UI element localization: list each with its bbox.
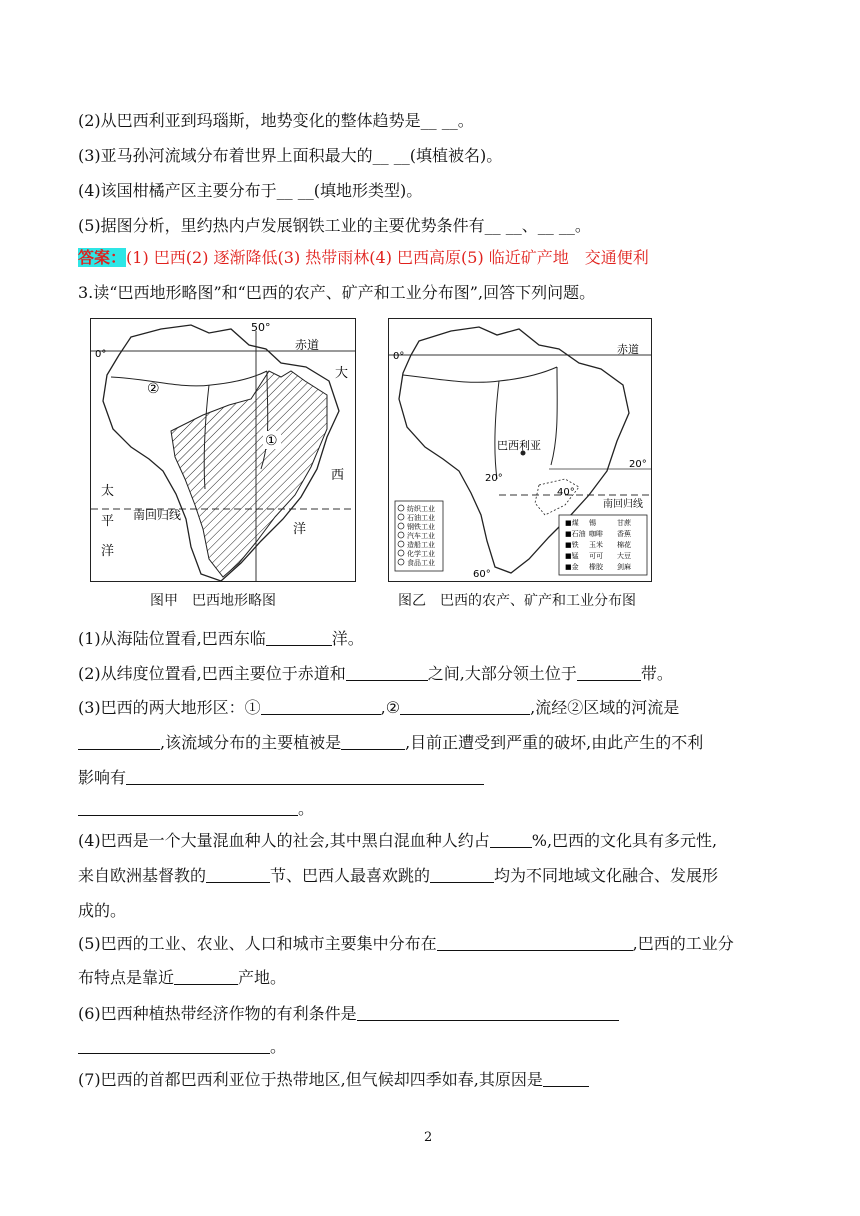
- legend-crop-item: 玉米: [589, 541, 603, 549]
- q3-1: [78, 628, 364, 650]
- legend-crop-item: 棉花: [617, 541, 631, 549]
- legend-industry-item: 石油工业: [407, 514, 435, 522]
- blank-q3-e[interactable]: [126, 768, 484, 785]
- q3-2-mid: 之间,大部分领土位于: [427, 664, 577, 683]
- legend-crop-item: 香蕉: [617, 530, 631, 538]
- answer-text: (1) 巴西(2) 逐渐降低(3) 热带雨林(4) 巴西高原(5) 临近矿产地 交通便利: [126, 248, 649, 267]
- q3-5: [78, 933, 734, 955]
- legend-crop-item: 橡胶: [589, 563, 603, 571]
- legend-resource-item: ■锰: [565, 552, 579, 560]
- blank-q6-b[interactable]: [78, 1037, 270, 1054]
- q3-3-b: ,②: [380, 698, 401, 717]
- q3-4-c: 来自欧洲基督教的: [78, 866, 207, 885]
- legend-industry-item: 食品工业: [407, 559, 435, 567]
- blank-q3-d[interactable]: [341, 733, 405, 750]
- region-2-marker: ②: [147, 381, 160, 397]
- blank-q7[interactable]: [543, 1070, 589, 1087]
- ocean-pacific-yang: 洋: [101, 544, 115, 559]
- blank-q1[interactable]: [266, 629, 332, 646]
- lat0-label-b: 0°: [393, 351, 405, 362]
- tropic-label: 南回归线: [133, 508, 182, 522]
- ocean-pacific-tai: 太: [101, 484, 115, 499]
- q3-4-line3: 成的。: [78, 901, 127, 920]
- legend-crop-item: 大豆: [617, 552, 631, 560]
- page-number: 2: [424, 1130, 433, 1145]
- blank-q3-b[interactable]: [400, 698, 530, 715]
- q3-4-line2: [78, 865, 718, 887]
- legend-resource-item: ■铁: [565, 541, 579, 549]
- map-b-caption: 图乙 巴西的农产、矿产和工业分布图: [398, 593, 636, 609]
- map-brazil-topography: [90, 318, 356, 582]
- legend-industry-item: 钢铁工业: [407, 523, 435, 531]
- q3-3-f: 影响有: [78, 768, 127, 787]
- q3-5-c: 布特点是靠近: [78, 968, 175, 987]
- equator-label-b: 赤道: [617, 343, 639, 356]
- q3-4: [78, 830, 717, 852]
- q3-6-end: 。: [270, 1037, 287, 1056]
- legend-resource-item: ■石油: [565, 530, 586, 538]
- q3-2: [78, 663, 673, 685]
- question-2-4: (4)该国柑橘产区主要分布于__ __(填地形类型)。: [78, 181, 423, 200]
- question-2-5: (5)据图分析，里约热内卢发展钢铁工业的主要优势条件有__ __、__ __。: [78, 216, 591, 235]
- tropic-label-b: 南回归线: [603, 499, 643, 510]
- q3-5-line2: [78, 967, 286, 989]
- blank-q5-a[interactable]: [437, 934, 633, 951]
- lon60-label: 60°: [473, 569, 491, 580]
- blank-q4-a[interactable]: [490, 831, 532, 848]
- blank-q3-f[interactable]: [78, 799, 298, 816]
- legend-crop-item: 锡: [589, 519, 596, 527]
- blank-q4-b[interactable]: [206, 866, 270, 883]
- lat0-label: 0°: [95, 349, 107, 360]
- ocean-atlantic-xi: 西: [331, 468, 345, 483]
- legend-crop-item: 咖啡: [589, 530, 603, 538]
- equator-label: 赤道: [295, 338, 320, 352]
- q3-1-end: 洋。: [331, 629, 364, 648]
- lon40-label: 40°: [557, 487, 575, 498]
- blank-q3-a[interactable]: [261, 698, 381, 715]
- legend-industry-item: 汽车工业: [407, 532, 435, 540]
- legend-crop-item: 可可: [589, 552, 603, 560]
- blank-q2-b[interactable]: [577, 664, 641, 681]
- blank-q3-c[interactable]: [78, 733, 160, 750]
- map-brazil-industry: [388, 318, 652, 582]
- q3-6: [78, 1003, 619, 1025]
- answer-line: [78, 247, 649, 269]
- lon50-label: 50°: [251, 321, 271, 334]
- ocean-atlantic-da: 大: [335, 366, 349, 381]
- question-3-heading: 3.读“巴西地形略图”和“巴西的农产、矿产和工业分布图”,回答下列问题。: [78, 283, 596, 302]
- q3-7-text: (7)巴西的首都巴西利亚位于热带地区,但气候却四季如春,其原因是: [78, 1070, 543, 1089]
- legend-industry-item: 化学工业: [407, 550, 435, 558]
- q3-3-text: (3)巴西的两大地形区：①: [78, 698, 261, 717]
- q3-1-text: (1)从海陆位置看,巴西东临: [78, 629, 266, 648]
- blank-q5-b[interactable]: [174, 968, 238, 985]
- q3-6-text: (6)巴西种植热带经济作物的有利条件是: [78, 1004, 357, 1023]
- legend-crop-item: 剑麻: [617, 563, 631, 571]
- q3-2-end: 带。: [640, 664, 673, 683]
- legend-industry-item: 造船工业: [407, 541, 435, 549]
- q3-3-line4: [78, 798, 314, 820]
- q3-3-d: ,该流域分布的主要植被是: [160, 733, 342, 752]
- q3-5-text: (5)巴西的工业、农业、人口和城市主要集中分布在: [78, 934, 437, 953]
- answer-label: 答案：: [78, 248, 127, 267]
- q3-7: [78, 1069, 589, 1091]
- q3-6-line2: [78, 1036, 286, 1058]
- q3-4-e: 均为不同地域文化融合、发展形: [494, 866, 719, 885]
- blank-q4-c[interactable]: [430, 866, 494, 883]
- q3-3-g: 。: [298, 799, 315, 818]
- q3-3: [78, 697, 679, 719]
- q3-4-d: 节、巴西人最喜欢跳的: [270, 866, 431, 885]
- blank-q6-a[interactable]: [357, 1004, 619, 1021]
- q3-3-line2: [78, 732, 703, 754]
- ocean-atlantic-yang: 洋: [293, 522, 307, 537]
- legend-crop-item: 甘蔗: [617, 519, 631, 527]
- legend-industry-item: 纺织工业: [407, 505, 435, 513]
- question-2-2: (2)从巴西利亚到玛瑙斯，地势变化的整体趋势是__ __。: [78, 111, 474, 130]
- q3-3-line3: [78, 767, 484, 789]
- legend-resource-item: ■金: [565, 563, 579, 571]
- q3-4-text: (4)巴西是一个大量混血种人的社会,其中黑白混血种人约占: [78, 831, 490, 850]
- lat20-west-label: 20°: [485, 473, 503, 484]
- question-2-3: (3)亚马孙河流域分布着世界上面积最大的__ __(填植被名)。: [78, 146, 503, 165]
- region-1-marker: ①: [265, 433, 278, 449]
- lat20-east-label: 20°: [629, 459, 647, 470]
- brasilia-label: 巴西利亚: [497, 439, 541, 452]
- q3-5-d: 产地。: [238, 968, 287, 987]
- legend-resource-item: ■煤: [565, 519, 579, 527]
- q3-5-b: ,巴西的工业分: [632, 934, 734, 953]
- blank-q2-a[interactable]: [346, 664, 428, 681]
- q3-3-e: ,目前正遭受到严重的破坏,由此产生的不利: [405, 733, 704, 752]
- q3-4-b: %,巴西的文化具有多元性,: [531, 831, 718, 850]
- map-a-caption: 图甲 巴西地形略图: [150, 593, 276, 609]
- q3-2-text: (2)从纬度位置看,巴西主要位于赤道和: [78, 664, 346, 683]
- ocean-pacific-ping: 平: [101, 514, 115, 529]
- q3-3-c: ,流经②区域的河流是: [530, 698, 680, 717]
